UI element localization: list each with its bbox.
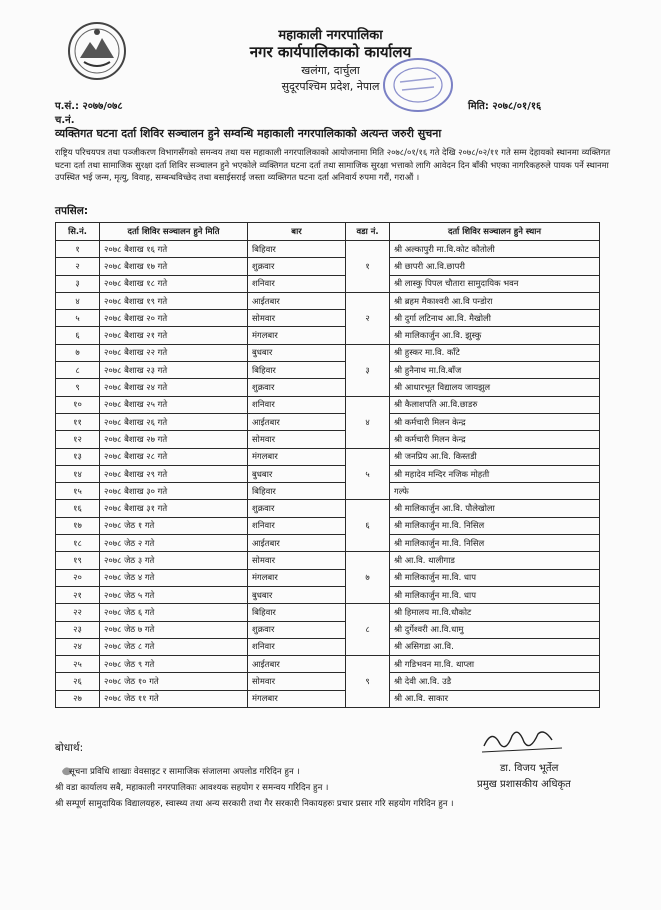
cell-ward: ७ [346,552,390,604]
cell-ward: ४ [346,396,390,448]
col-ward: वडा नं. [346,223,390,241]
table-row [56,379,600,396]
cell-ward: १ [346,241,390,293]
table-row [56,569,600,586]
cell-date: २०७८ बैशाख २९ गते [100,465,248,482]
cell-venue: श्री मालिकार्जुन मा.वि. धाप [390,586,600,603]
cell-venue: श्री मालिकार्जुन मा.वि. धाप [390,569,600,586]
table-row [56,517,600,534]
cell-date: २०७८ बैशाख २३ गते [100,362,248,379]
cell-serial: १५ [56,483,100,500]
table-row [56,431,600,448]
notes-title: बोधार्थ: [55,742,84,754]
table-row [56,500,600,517]
cell-venue: श्री कर्मचारी मिलन केन्द्र [390,413,600,430]
reference-number: प.सं.: २०७७/०७८ [55,101,123,112]
cell-serial: ८ [56,362,100,379]
table-row [56,292,600,309]
cell-day: बिहिवार [248,604,346,621]
cell-date: २०७८ जेठ ९ गते [100,656,248,673]
cell-venue: श्री दुर्गेश्वरी आ.वि.धामु [390,621,600,638]
cell-venue: श्री महादेव मन्दिर नजिक मोहती [390,465,600,482]
cell-date: २०७८ बैशाख ३१ गते [100,500,248,517]
cell-serial: २७ [56,690,100,707]
col-day: बार [248,223,346,241]
table-row [56,396,600,413]
table-row [56,310,600,327]
cell-venue: श्री आ.वि. थालीगाड [390,552,600,569]
cell-serial: २५ [56,656,100,673]
notice-subject: व्यक्तिगत घटना दर्ता शिविर सञ्चालन हुने सम्वन्धि महाकाली नगरपालिकाको अत्यन्त जरुरी सुचना [55,127,442,140]
dispatch-number: च.नं. [55,115,75,126]
table-row [56,586,600,603]
cell-ward: ६ [346,500,390,552]
cell-serial: ४ [56,292,100,309]
cell-date: २०७८ जेठ ५ गते [100,586,248,603]
cell-date: २०७८ बैशाख २४ गते [100,379,248,396]
cell-date: २०७८ बैशाख २१ गते [100,327,248,344]
cell-day: आईतबार [248,413,346,430]
details-label: तपसिल: [55,205,89,217]
office-location: खलंगा, दार्चुला [301,64,360,77]
cell-serial: २० [56,569,100,586]
cell-day: बिहिवार [248,362,346,379]
cell-date: २०७८ जेठ १ गते [100,517,248,534]
cell-serial: २ [56,258,100,275]
table-row [56,535,600,552]
table-row [56,327,600,344]
cell-day: आईतबार [248,292,346,309]
cell-date: २०७८ जेठ ४ गते [100,569,248,586]
cell-venue: श्री ब्रहम मैकाश्वरी आ.वि पन्डोरा [390,292,600,309]
cell-serial: १ [56,241,100,258]
cell-date: २०७८ जेठ ८ गते [100,638,248,655]
cell-date: २०७८ जेठ ६ गते [100,604,248,621]
cell-serial: २२ [56,604,100,621]
cell-serial: ९ [56,379,100,396]
cell-venue: श्री देवी आ.वि. उडै [390,673,600,690]
cell-day: बिहिवार [248,241,346,258]
table-row [56,465,600,482]
cell-date: २०७८ बैशाख १७ गते [100,258,248,275]
cell-venue: श्री छापरी आ.वि.छापरी [390,258,600,275]
table-row [56,604,600,621]
office-province: सुदूरपश्चिम प्रदेश, नेपाल [281,80,380,93]
cell-day: आईतबार [248,656,346,673]
cell-venue: श्री मालिकार्जुन मा.वि. निसिल [390,517,600,534]
notice-body: राष्ट्रिय परिचयपत्र तथा पञ्जीकरण विभागसँगको समन्वय तथा यस महाकाली नगरपालिकाको आयोजनामा मिति २०७८/०१/१६ गते देखि २०७८/०२/११ गते सम्म देहायको स्थानमा व्यक्तिगत घटना दर्ता तथा सामाजिक सुरक्षा दर्ता शिविर सञ्चालन हुने भएकोले व्यक्तिगत घटना दर्ता तथा सामाजिक सुरक्षा भत्ताको लागि आवेदन दिन बाँकी भएका नागरिकहरुले पायक पर्ने स्थानमा उपस्थित भई जन्म, मृत्यु, विवाह, सम्बन्धविच्छेद तथा बसाईसराई जस्ता व्यक्तिगत घटना दर्ता अनिवार्य रुपमा गरौं, गराऔं । [55,147,611,183]
cell-date: २०७८ बैशाख १९ गते [100,292,248,309]
cell-venue: श्री हुस्कर मा.वि. काँटे [390,344,600,361]
signatory-title: प्रमुख प्रशासकीय अधिकृत [477,779,571,790]
cell-day: बिहिवार [248,483,346,500]
cell-ward: ८ [346,604,390,656]
cell-venue: श्री हिमालय मा.वि.धौकोट [390,604,600,621]
cell-venue: श्री आधारभूत विद्यालय जायझुल [390,379,600,396]
cell-venue: श्री गडिभवन मा.वि. थाप्ला [390,656,600,673]
note-item: सूचना प्रविधि शाखाः वेवसाइट र सामाजिक संजालमा अपलोड गरिदिन हुन । [69,767,300,777]
cell-date: २०७८ बैशाख २० गते [100,310,248,327]
cell-serial: १६ [56,500,100,517]
cell-date: २०७८ बैशाख २८ गते [100,448,248,465]
cell-venue: श्री मालिकार्जुन आ.वि. झुस्कु [390,327,600,344]
cell-venue: श्री लास्कु पिपल चौतारा सामुदायिक भवन [390,275,600,292]
cell-serial: २६ [56,673,100,690]
cell-venue: श्री हुनैनाथ मा.वि.बाँज [390,362,600,379]
cell-day: बुधबार [248,586,346,603]
table-row [56,638,600,655]
table-row [56,448,600,465]
cell-serial: ११ [56,413,100,430]
cell-day: सोमवार [248,673,346,690]
cell-day: शनिवार [248,638,346,655]
office-name: नगर कार्यपालिकाको कार्यालय [249,43,412,61]
cell-serial: १३ [56,448,100,465]
cell-date: २०७८ बैशाख २७ गते [100,431,248,448]
cell-day: सोमवार [248,552,346,569]
cell-date: २०७८ जेठ ७ गते [100,621,248,638]
cell-serial: १४ [56,465,100,482]
note-item: श्री सम्पूर्ण सामुदायिक विद्यालयहरु, स्वास्थ्य तथा अन्य सरकारी तथा गैर सरकारी निकायहरुः प्रचार प्रसार गरि सहयोग गरिदिन हुन । [55,799,454,809]
cell-serial: ७ [56,344,100,361]
note-item: श्री वडा कार्यालय सबै, महाकाली नगरपालिकाः आवश्यक सहयोग र समन्वय गरिदिन हुन । [55,783,329,793]
cell-serial: १९ [56,552,100,569]
cell-serial: २१ [56,586,100,603]
table-header-row [56,223,600,241]
cell-day: बुधबार [248,465,346,482]
col-venue: दर्ता शिविर सञ्चालन हुने स्थान [390,223,600,241]
signatory-name: डा. विजय भूर्तेल [500,763,559,774]
cell-venue: श्री जनप्रिय आ.वि. किस्तडी [390,448,600,465]
cell-venue: श्री मालिकार्जुन आ.वि. पौलेखोला [390,500,600,517]
table-row [56,241,600,258]
cell-day: शुक्रवार [248,379,346,396]
table-row [56,362,600,379]
table-row [56,690,600,707]
cell-serial: ६ [56,327,100,344]
cell-ward: २ [346,292,390,344]
cell-day: मंगलबार [248,327,346,344]
cell-venue: श्री मालिकार्जुन मा.वि. निसिल [390,535,600,552]
cell-date: २०७८ बैशाख २२ गते [100,344,248,361]
table-body [56,241,600,708]
cell-serial: २४ [56,638,100,655]
cell-venue: श्री असिगडा आ.वि. [390,638,600,655]
cell-venue: श्री कैलाशपति आ.वि.छाडरु [390,396,600,413]
cell-serial: १२ [56,431,100,448]
cell-serial: १० [56,396,100,413]
cell-serial: ३ [56,275,100,292]
cell-day: शनिवार [248,517,346,534]
cell-venue: गल्फे [390,483,600,500]
cell-day: सोमवार [248,310,346,327]
cell-venue: श्री कर्मचारी मिलन केन्द्र [390,431,600,448]
table-row [56,621,600,638]
cell-date: २०७८ बैशाख ३० गते [100,483,248,500]
cell-date: २०७८ बैशाख १६ गते [100,241,248,258]
cell-day: मंगलबार [248,569,346,586]
cell-date: २०७८ जेठ ३ गते [100,552,248,569]
cell-venue: श्री अल्कापुरी मा.वि.कोट कौतोली [390,241,600,258]
cell-venue: श्री दुर्गा लटिनाथ आ.वि. मैखोली [390,310,600,327]
table-row [56,275,600,292]
cell-serial: १८ [56,535,100,552]
cell-date: २०७८ बैशाख २५ गते [100,396,248,413]
table-row [56,552,600,569]
cell-date: २०७८ जेठ ११ गते [100,690,248,707]
cell-day: मंगलबार [248,448,346,465]
cell-ward: ३ [346,344,390,396]
cell-day: आईतबार [248,535,346,552]
table-row [56,344,600,361]
cell-date: २०७८ जेठ २ गते [100,535,248,552]
cell-day: मंगलबार [248,690,346,707]
cell-day: शुक्रवार [248,500,346,517]
camp-schedule-table [55,222,600,708]
table-row [56,673,600,690]
cell-serial: १७ [56,517,100,534]
municipality-name: महाकाली नगरपालिका [278,28,383,43]
cell-day: शनिवार [248,275,346,292]
cell-ward: ९ [346,656,390,708]
table-row [56,413,600,430]
cell-day: शनिवार [248,396,346,413]
cell-date: २०७८ बैशाख १८ गते [100,275,248,292]
signature-icon [478,722,568,758]
table-row [56,258,600,275]
cell-serial: २३ [56,621,100,638]
table-row [56,656,600,673]
cell-day: सोमवार [248,431,346,448]
office-stamp-icon [378,54,458,116]
cell-day: शुक्रवार [248,258,346,275]
col-date: दर्ता शिविर सञ्चालन हुने मिति [100,223,248,241]
cell-date: २०७८ जेठ १० गते [100,673,248,690]
col-serial: सि.नं. [56,223,100,241]
cell-day: शुक्रवार [248,621,346,638]
cell-ward: ५ [346,448,390,500]
cell-day: बुधबार [248,344,346,361]
notice-date: मिति: २०७८/०१/१६ [468,101,542,112]
cell-venue: श्री आ.वि. साकार [390,690,600,707]
cell-date: २०७८ बैशाख २६ गते [100,413,248,430]
cell-serial: ५ [56,310,100,327]
table-row [56,483,600,500]
